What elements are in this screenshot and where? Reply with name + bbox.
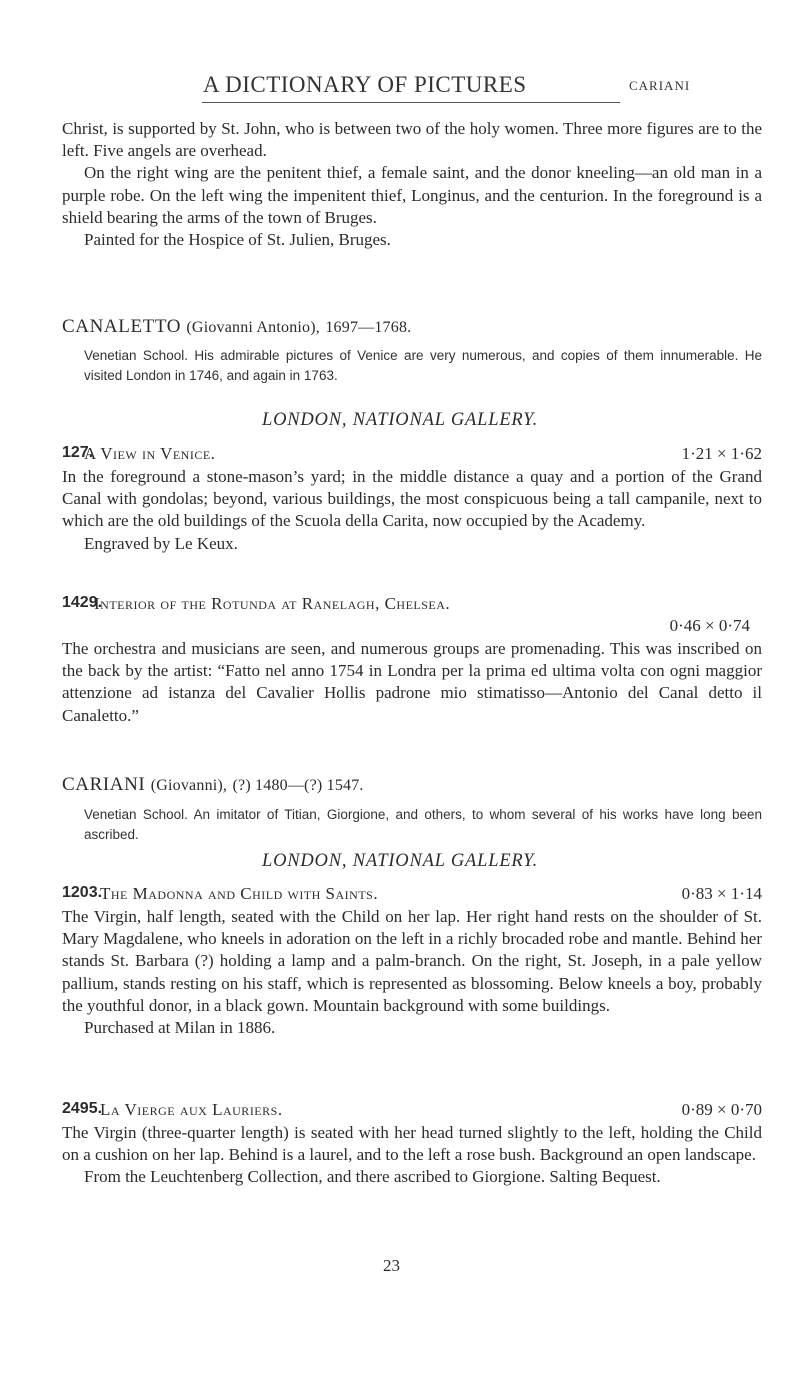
- continuation-paragraph-1: Christ, is supported by St. John, who is between two of the holy women. Three more figures are to the left. Five angels are overhead.: [62, 119, 762, 161]
- entry-number: 2495.: [62, 1100, 103, 1117]
- continuation-paragraph-3: Painted for the Hospice of St. Julien, Bruges.: [84, 230, 391, 250]
- entry-number: 127.: [62, 444, 94, 461]
- entry-title: La Vierge aux Lauriers.: [100, 1100, 283, 1119]
- entry-description: The orchestra and musicians are seen, and numerous groups are promenading. This was inscribed on the back by the artist: “Fatto nel anno 1754 in Londra per la prima ed ultima volta con ogni maggior attenzione ad istanza del Cavalier Hollis padrone mio stimatisso—Antonio del Canal detto il Canaletto.”: [62, 639, 762, 725]
- entry-title: A View in Venice.: [84, 444, 216, 463]
- entry-heading: [62, 1100, 762, 1122]
- artist-note: Venetian School. His admirable pictures of Venice are very numerous, and copies of them innumerable. He visited London in 1746, and again in 1763.: [84, 348, 762, 383]
- running-title: A DICTIONARY OF PICTURES: [203, 72, 527, 97]
- artist-given-name: (Giovanni Antonio),: [186, 319, 320, 336]
- artist-cariani-note: [62, 805, 762, 844]
- entry-provenance: From the Leuchtenberg Collection, and there ascribed to Giorgione. Salting Bequest.: [84, 1167, 661, 1187]
- picture-entry-127: [62, 444, 762, 555]
- picture-entry-2495: [62, 1100, 762, 1189]
- entry-title: The Madonna and Child with Saints.: [100, 884, 379, 903]
- entry-provenance: Purchased at Milan in 1886.: [84, 1018, 276, 1038]
- artist-dates: 1697—1768.: [325, 319, 412, 336]
- entry-title: Interior of the Rotunda at Ranelagh, Chelsea.: [94, 594, 451, 613]
- collection-name: LONDON, NATIONAL GALLERY.: [262, 851, 539, 871]
- artist-heading: [62, 774, 762, 796]
- artist-canaletto-note: [62, 346, 762, 385]
- entry-description: The Virgin (three-quarter length) is seated with her head turned slightly to the left, holding the Child on a cushion on her lap. Behind is a laurel, and to the left a rose bush. Background an open landscape.: [62, 1123, 762, 1165]
- running-keyword: CARIANI: [629, 78, 691, 93]
- artist-given-name: (Giovanni),: [150, 777, 228, 794]
- entry-number: 1203.: [62, 884, 103, 901]
- entry-heading: [62, 884, 762, 906]
- entry-engraving-note: Engraved by Le Keux.: [84, 533, 238, 553]
- collection-heading-canaletto: [62, 410, 762, 431]
- picture-entry-1203: [62, 884, 762, 1039]
- entry-heading: [62, 594, 762, 638]
- artist-dates: (?) 1480—(?) 1547.: [232, 777, 364, 794]
- artist-surname: CARIANI: [62, 774, 146, 795]
- entry-number: 1429.: [62, 594, 103, 611]
- artist-canaletto-heading: [62, 316, 762, 338]
- running-head: [0, 72, 800, 104]
- entry-dimensions: 0·46 × 0·74: [669, 616, 750, 635]
- entry-description: In the foreground a stone-mason’s yard; in the middle distance a quay and a portion of the Grand Canal with gondolas; beyond, various buildings, the most conspicuous being a tall campanile, next to which are the old buildings of the Scuola della Carita, now occupied by the Academy.: [62, 467, 762, 531]
- entry-dimensions: 0·83 × 1·14: [681, 884, 762, 903]
- picture-entry-1429: [62, 594, 762, 727]
- page-number: 23: [383, 1256, 400, 1275]
- artist-surname: CANALETTO: [62, 316, 182, 337]
- continuation-block: [62, 118, 762, 251]
- entry-dimensions: 1·21 × 1·62: [681, 444, 762, 463]
- header-rule: [202, 102, 620, 103]
- artist-note: Venetian School. An imitator of Titian, Giorgione, and others, to whom several of his works have long been ascribed.: [84, 807, 762, 842]
- artist-cariani-heading: [62, 774, 762, 796]
- entry-dimensions: 0·89 × 0·70: [681, 1100, 762, 1119]
- entry-heading: [62, 444, 762, 466]
- collection-heading-cariani: [62, 851, 762, 872]
- entry-description: The Virgin, half length, seated with the Child on her lap. Her right hand rests on the shoulder of St. Mary Magdalene, who kneels in adoration on the left in a richly brocaded robe and mantle. Behind her stands St. Barbara (?) holding a lamp and a palm-branch. On the right, St. Joseph, in a pale yellow pallium, stands resting on his staff, which is represented as blossoming. Below kneels a boy, probably the youthful donor, in a black gown. Mountain background with some buildings.: [62, 907, 762, 1015]
- continuation-paragraph-2: On the right wing are the penitent thief, a female saint, and the donor kneeling—an old man in a purple robe. On the left wing the impenitent thief, Longinus, and the centurion. In the foreground is a shield bearing the arms of the town of Bruges.: [62, 163, 762, 227]
- collection-name: LONDON, NATIONAL GALLERY.: [262, 410, 539, 430]
- artist-heading: [62, 316, 762, 338]
